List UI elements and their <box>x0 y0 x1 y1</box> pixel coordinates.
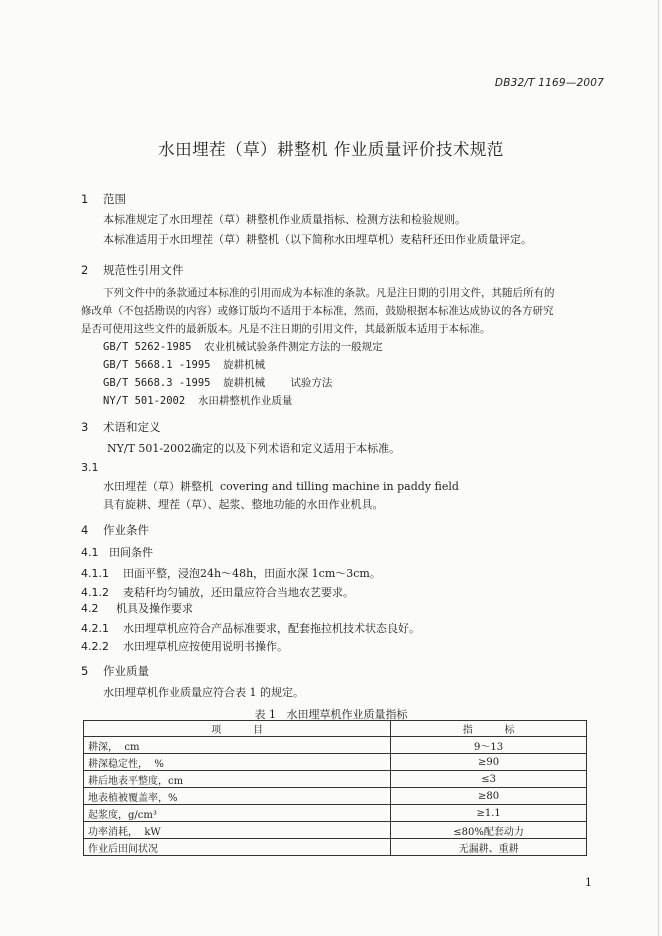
table-row <box>84 737 587 754</box>
section-5-paragraph: 水田埋草机作业质量应符合表 1 的规定。 <box>103 686 304 699</box>
section-1-heading: 1 范围 <box>81 192 126 206</box>
table-header-item: 项 目 <box>84 721 391 737</box>
section-1-paragraph-2: 本标准适用于水田埋茬（草）耕整机（以下简称水田埋草机）麦秸秆还田作业质量评定。 <box>103 233 532 246</box>
section-2-paragraph-line-1: 下列文件中的条款通过本标准的引用而成为本标准的条款。凡是注日期的引用文件，其随后所有的 <box>103 287 555 299</box>
table-cell-value: ≤80%配套动力 <box>391 822 587 839</box>
table-cell-item: 功率消耗， kW <box>84 822 391 839</box>
term-title: 水田埋茬（草）耕整机 covering and tilling machine in paddy field <box>103 480 459 493</box>
standard-code: DB32/T 1169—2007 <box>494 77 604 89</box>
table-cell-value: ≥90 <box>391 754 587 771</box>
term-definition: 具有旋耕、埋茬（草）、起浆、整地功能的水田作业机具。 <box>103 498 384 511</box>
subsection-4-1-heading: 4.1 田间条件 <box>81 546 153 559</box>
table-row <box>84 822 587 839</box>
table-cell-value: 无漏耕、重耕 <box>391 839 587 856</box>
page-number: 1 <box>585 876 592 889</box>
clause-4-1-2: 4.1.2 麦秸秆均匀铺放，还田量应符合当地农艺要求。 <box>81 586 354 599</box>
table-row <box>84 839 587 856</box>
table-cell-value: ≥80 <box>391 788 587 805</box>
reference-item: GB/T 5668.3 -1995 旋耕机械 试验方法 <box>103 377 333 389</box>
clause-4-1-1: 4.1.1 田面平整，浸泡24h～48h，田面水深 1cm～3cm。 <box>81 567 381 580</box>
section-2-heading: 2 规范性引用文件 <box>81 263 184 277</box>
section-3-paragraph: NY/T 501-2002确定的以及下列术语和定义适用于本标准。 <box>107 442 401 455</box>
section-5-heading: 5 作业质量 <box>81 664 149 678</box>
table-cell-item: 耕深， cm <box>84 737 391 754</box>
reference-item: NY/T 501-2002 水田耕整机作业质量 <box>103 395 293 407</box>
section-2-paragraph-line-2: 修改单（不包括勘误的内容）或修订版均不适用于本标准，然而，鼓励根据本标准达成协议的各方研究 <box>81 305 554 317</box>
section-4-heading: 4 作业条件 <box>81 523 149 537</box>
table-cell-item: 起浆度，g/cm³ <box>84 805 391 822</box>
table-cell-item: 耕后地表平整度，cm <box>84 771 391 788</box>
quality-index-table <box>83 720 587 856</box>
table-row <box>84 754 587 771</box>
clause-4-2-2: 4.2.2 水田埋草机应按使用说明书操作。 <box>81 640 288 653</box>
table-cell-item: 作业后田间状况 <box>84 839 391 856</box>
table-row <box>84 771 587 788</box>
table-header-index: 指 标 <box>391 721 587 737</box>
document-title: 水田埋茬（草）耕整机 作业质量评价技术规范 <box>158 140 504 159</box>
reference-item: GB/T 5668.1 -1995 旋耕机械 <box>103 359 266 371</box>
section-3-heading: 3 术语和定义 <box>81 420 161 434</box>
table-cell-item: 耕深稳定性， % <box>84 754 391 771</box>
clause-4-2-1: 4.2.1 水田埋草机应符合产品标准要求，配套拖拉机技术状态良好。 <box>81 622 420 635</box>
table-row <box>84 805 587 822</box>
table-caption: 表 1 水田埋草机作业质量指标 <box>254 708 408 721</box>
table-row <box>84 788 587 805</box>
reference-item: GB/T 5262-1985 农业机械试验条件测定方法的一般规定 <box>103 341 383 353</box>
table-cell-item: 地表植被覆盖率，% <box>84 788 391 805</box>
subsection-4-2-heading: 4.2 机具及操作要求 <box>81 602 193 615</box>
section-2-paragraph-line-3: 是否可使用这些文件的最新版本。凡是不注日期的引用文件，其最新版本适用于本标准。 <box>81 323 491 335</box>
table-cell-value: ≤3 <box>391 771 587 788</box>
subsection-3-1-number: 3.1 <box>81 461 99 474</box>
table-cell-value: ≥1.1 <box>391 805 587 822</box>
section-1-paragraph-1: 本标准规定了水田埋茬（草）耕整机作业质量指标、检测方法和检验规则。 <box>103 213 466 226</box>
table-header-row <box>84 721 587 737</box>
table-cell-value: 9～13 <box>391 737 587 754</box>
